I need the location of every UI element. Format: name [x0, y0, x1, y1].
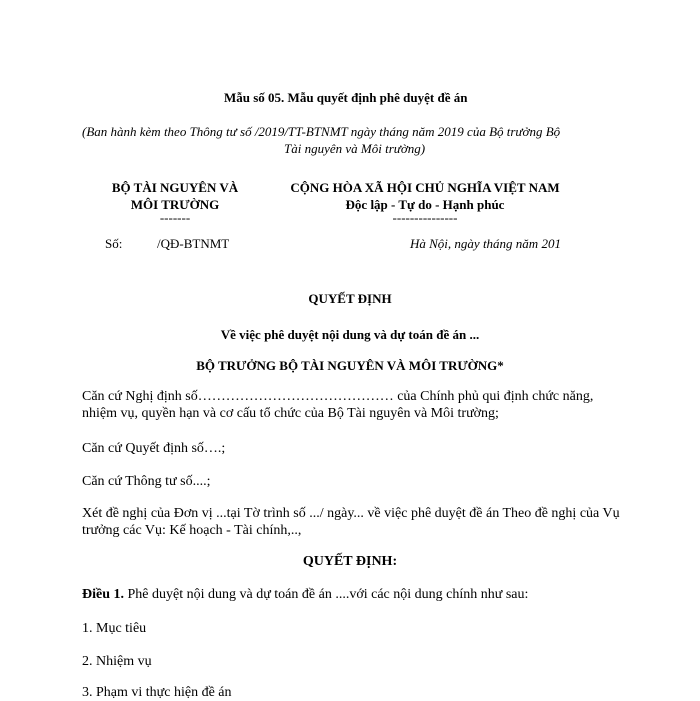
article-1: [82, 587, 528, 603]
list-item: 1. Mục tiêu: [82, 621, 147, 636]
basis-proposal-line2: trưởng các Vụ: Kế hoạch - Tài chính,..,: [82, 523, 302, 538]
decision-subject: Về việc phê duyệt nội dung và dự toán đề án ...: [220, 327, 480, 342]
agency-divider: -------: [159, 210, 191, 225]
agency-name-line1: BỘ TÀI NGUYÊN VÀ: [111, 180, 239, 195]
agency-name-line2: MÔI TRƯỜNG: [130, 197, 220, 212]
decision-title: QUYẾT ĐỊNH: [308, 291, 392, 306]
issuance-note-line1: (Ban hành kèm theo Thông tư số /2019/TT-BTNMT ngày tháng năm 2019 của Bộ trưởng Bộ: [82, 124, 561, 139]
list-item: 2. Nhiệm vụ: [82, 654, 152, 669]
nation-motto: Độc lập - Tự do - Hạnh phúc: [345, 197, 505, 212]
decides-heading: QUYẾT ĐỊNH:: [302, 554, 398, 569]
basis-proposal-line1: Xét đề nghị của Đơn vị ...tại Tờ trình số .../ ngày... về việc phê duyệt đề án Theo đề nghị của Vụ: [82, 506, 620, 521]
basis-decree-line1: Căn cứ Nghị định số…………………………………… của Chính phủ qui định chức năng,: [82, 389, 594, 404]
issuance-note-line2: Tài nguyên và Môi trường): [284, 141, 426, 156]
issuing-authority: BỘ TRƯỞNG BỘ TÀI NGUYÊN VÀ MÔI TRƯỜNG*: [196, 358, 504, 373]
nation-name: CỘNG HÒA XÃ HỘI CHỦ NGHĨA VIỆT NAM: [290, 180, 560, 195]
basis-circular: Căn cứ Thông tư số....;: [82, 474, 211, 489]
list-item: 3. Phạm vi thực hiện đề án: [82, 685, 232, 700]
article-1-text: Phê duyệt nội dung và dự toán đề án ....với các nội dung chính như sau:: [124, 587, 529, 602]
basis-decision: Căn cứ Quyết định số….;: [82, 441, 226, 456]
basis-decree-line2: nhiệm vụ, quyền hạn và cơ cấu tổ chức của Bộ Tài nguyên và Môi trường;: [82, 406, 499, 421]
number-code: /QĐ-BTNMT: [157, 236, 230, 251]
nation-divider: ---------------: [392, 210, 458, 225]
number-label: Số:: [105, 236, 123, 251]
article-1-label: Điều 1.: [82, 587, 124, 602]
place-date: Hà Nội, ngày tháng năm 201: [410, 236, 561, 251]
form-title: Mẫu số 05. Mẫu quyết định phê duyệt đề án: [224, 90, 468, 105]
